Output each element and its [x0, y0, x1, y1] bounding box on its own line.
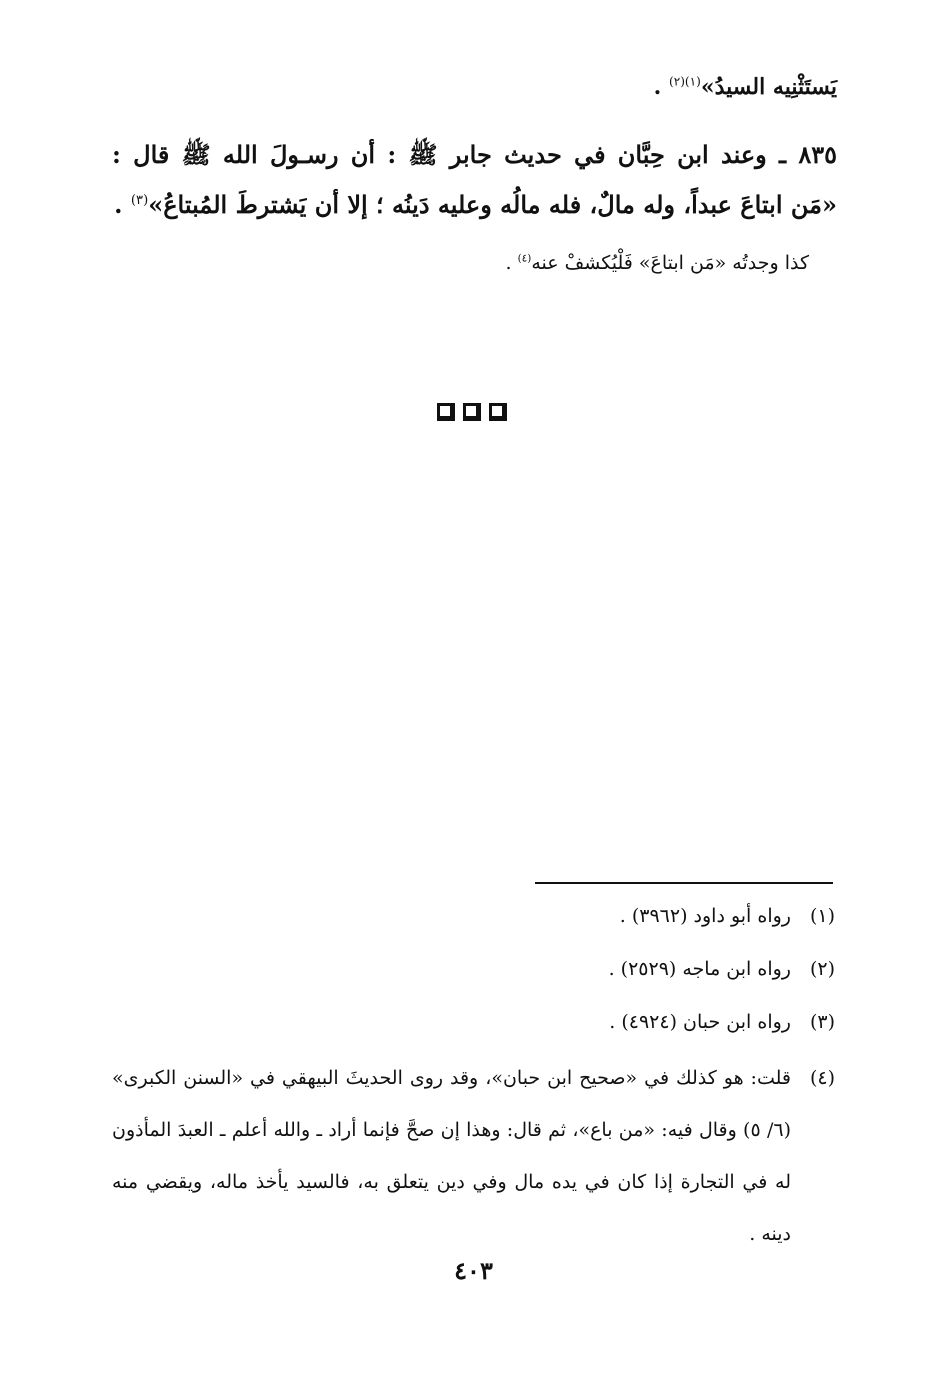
- three-squares-separator-icon: [437, 403, 507, 421]
- remark-end: .: [505, 252, 512, 274]
- footnote-ref-1-2: (١)(٢): [668, 74, 701, 89]
- continuation-end: .: [653, 74, 662, 100]
- footnote-1: [620, 905, 835, 927]
- hadith-quote: «مَن ابتاعَ عبداً، وله مالٌ، فله مالُه وعليه دَينُه ؛ إلا أن يَشترطَ المُبتاعُ»: [148, 190, 837, 219]
- footnote-text: قلت: هو كذلك في «صحيح ابن حبان»، وقد روى الحديثَ البيهقي في «السنن الكبرى» (٦/ ٥) وقال فيه: «من باع»، ثم قال: وهذا إن صحَّ فإنما أراد ـ والله أعلم ـ العبدَ المأذون له في التجارة إذا كان في يده مال وفي دين يتعلق به، فالسيد يأخذ ماله، ويقضي منه دينه .: [112, 1067, 792, 1245]
- footnote-number: (٣): [809, 1011, 835, 1033]
- continuation-text: يَستَثْنِيه السيدُ»: [700, 74, 837, 100]
- footnote-text: رواه ابن ماجه (٢٥٢٩) .: [608, 958, 791, 980]
- footnote-text: رواه ابن حبان (٤٩٢٤) .: [609, 1011, 791, 1033]
- continuation-line: [654, 74, 837, 100]
- hadith-quote-line: [114, 190, 837, 219]
- editor-remark: [505, 252, 809, 274]
- separator-square: [463, 403, 481, 421]
- footnote-number: (٤): [809, 1067, 835, 1089]
- hadith-intro: وعند ابن حِبَّان في حديث جابر ﷺ : أن رسـولَ الله ﷺ قال :: [112, 140, 767, 169]
- separator-square: [437, 403, 455, 421]
- page-number: ٤٠٣: [454, 1256, 493, 1285]
- hadith-number: ٨٣٥ ـ: [779, 140, 838, 169]
- footnote-3: [609, 1011, 835, 1033]
- footnote-2: [609, 958, 835, 980]
- footnote-divider: [535, 882, 833, 884]
- separator-square: [489, 403, 507, 421]
- hadith-end: .: [114, 190, 123, 219]
- footnote-text: رواه أبو داود (٣٩٦٢) .: [619, 905, 791, 927]
- hadith-intro-line: [112, 140, 837, 175]
- footnote-number: (٢): [809, 958, 835, 980]
- footnote-4: [112, 1052, 835, 1260]
- footnote-ref-4: (٤): [517, 252, 532, 265]
- footnote-number: (١): [809, 905, 835, 927]
- footnote-ref-3: (٣): [130, 193, 149, 208]
- remark-text: كذا وجدتُه «مَن ابتاعَ» فَلْيُكشفْ عنه: [531, 252, 809, 274]
